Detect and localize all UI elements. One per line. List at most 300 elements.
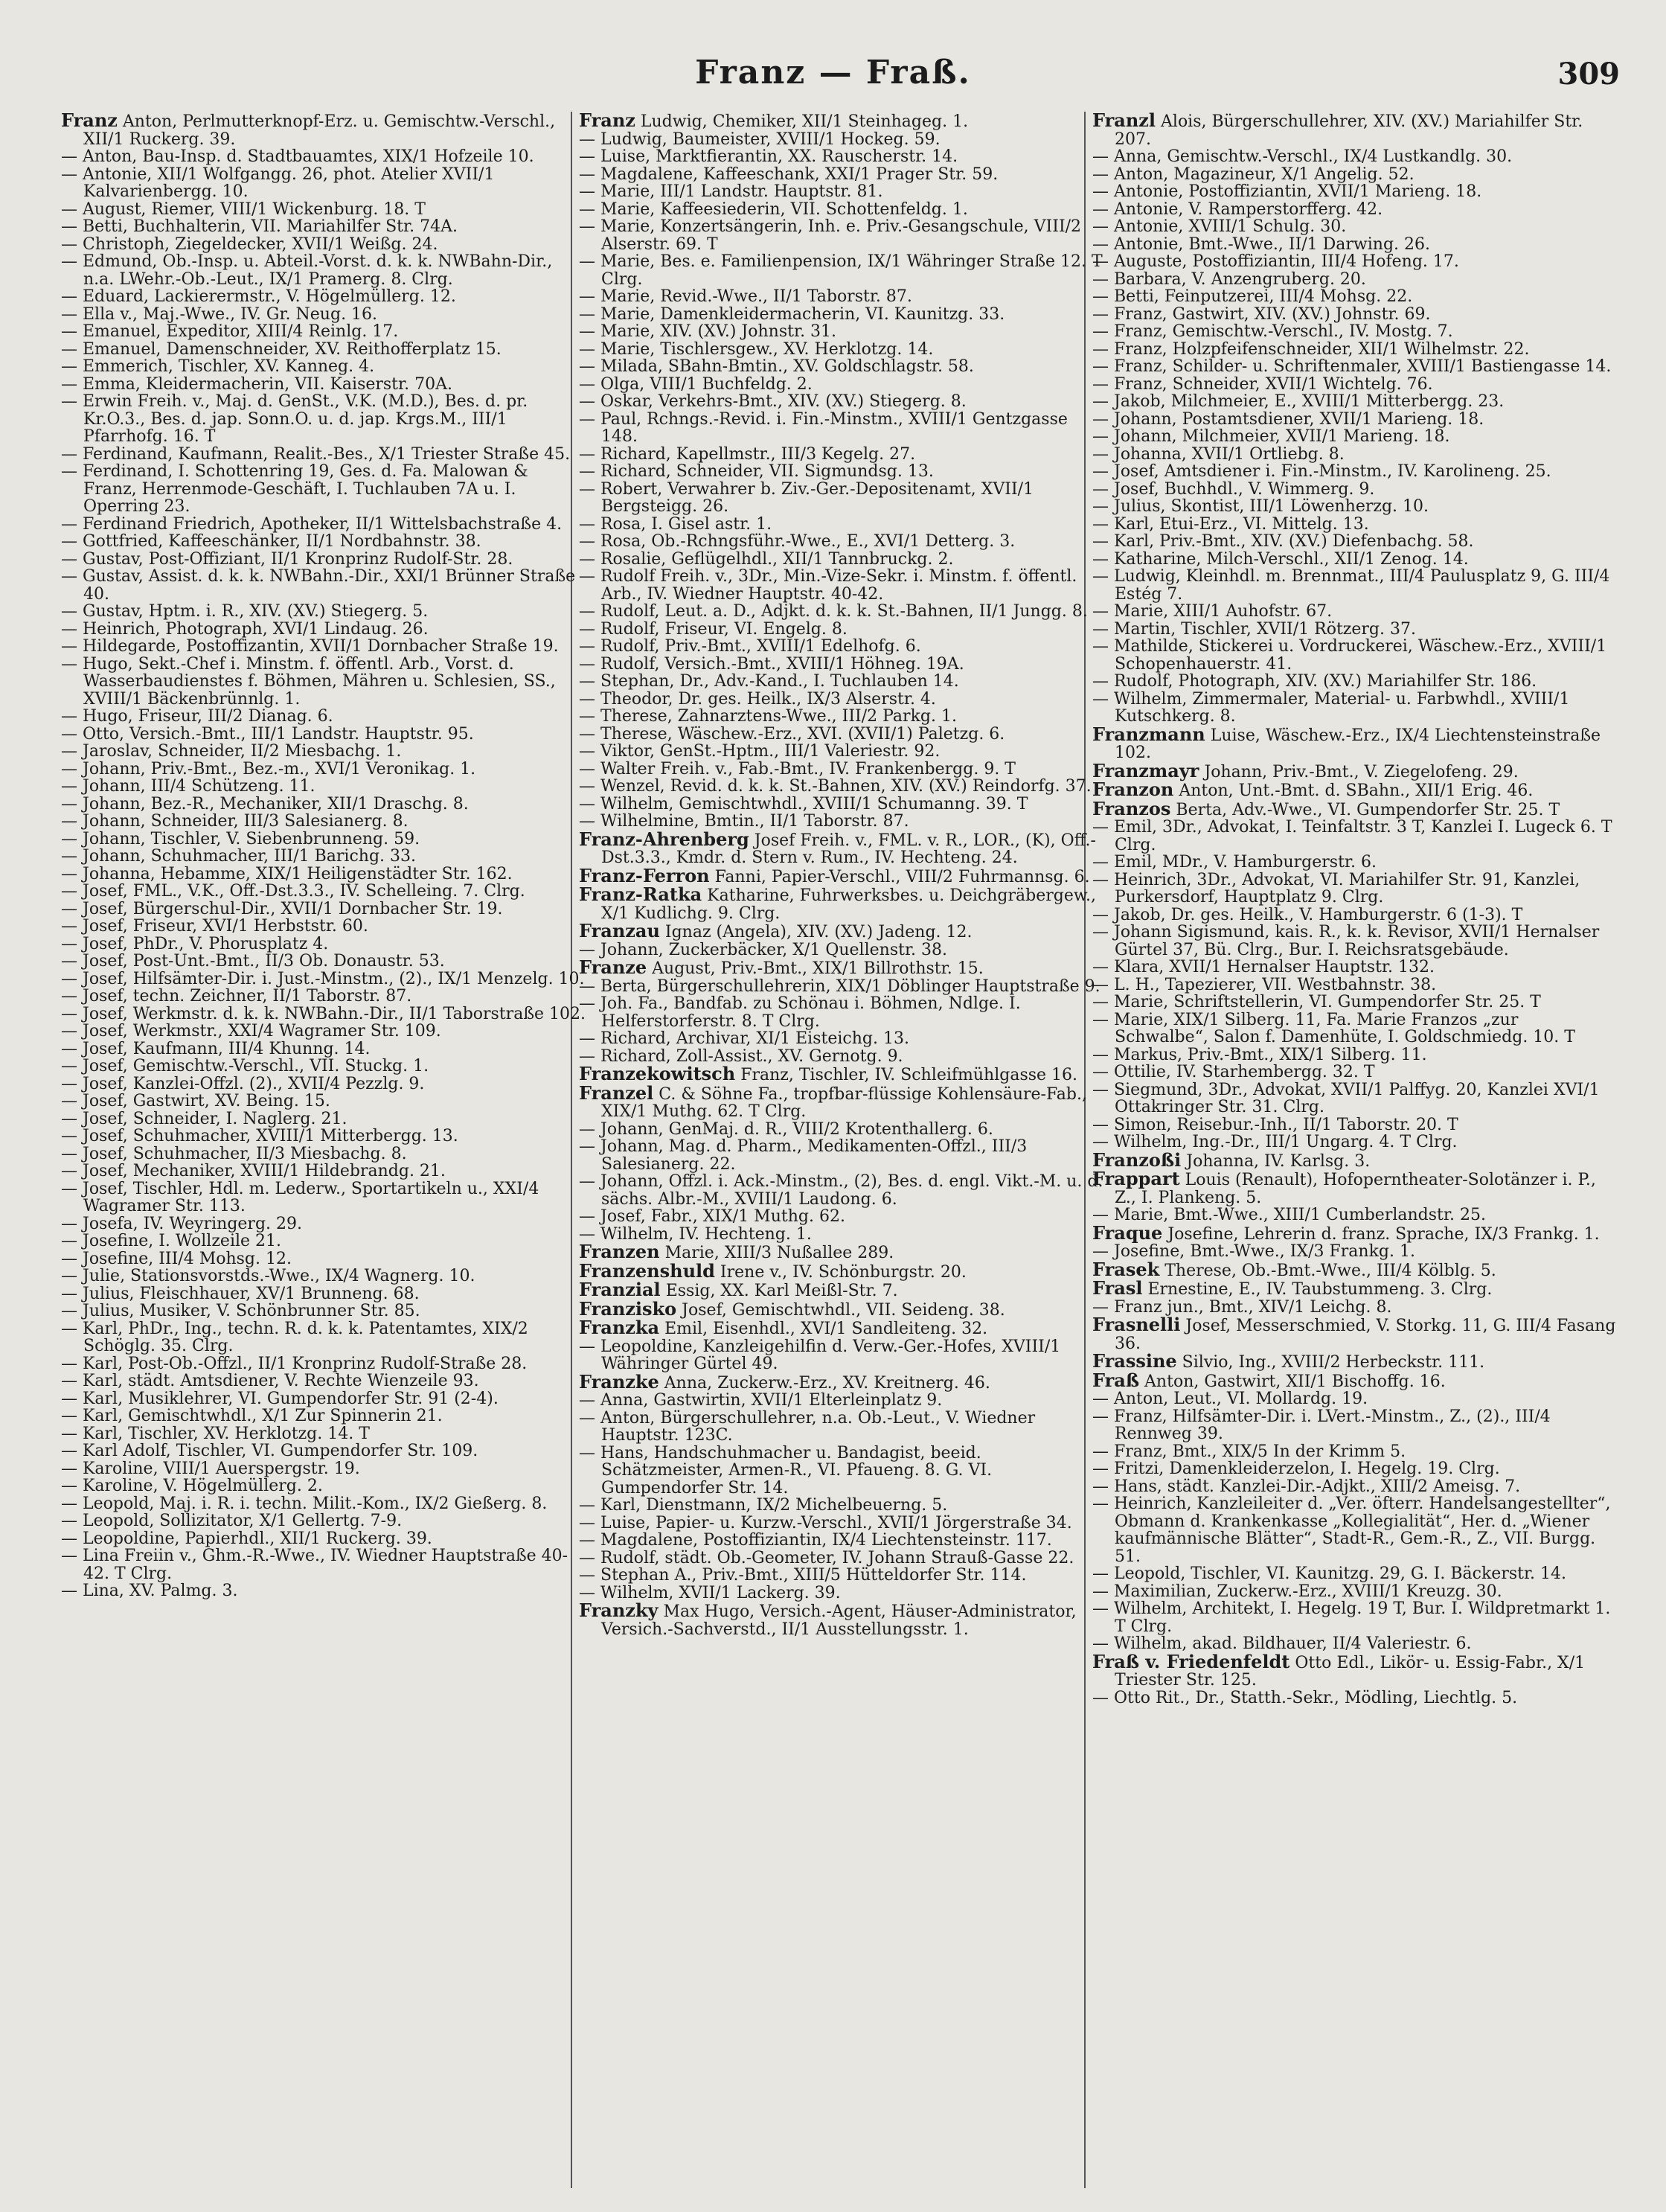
entry-surname: Franz-Ferron	[579, 864, 710, 886]
entry-text: — Marie, Kaffeesiederin, VII. Schottenfeldg. 1.	[579, 199, 968, 219]
directory-entry	[1092, 723, 1617, 762]
directory-entry	[61, 516, 586, 534]
entry-text: — Lina, XV. Palmg. 3.	[61, 1582, 238, 1600]
entry-text: — Josef, Hilfsämter-Dir. i. Just.-Minstm., (2)., IX/1 Menzelg. 10.	[61, 969, 585, 988]
directory-entry	[61, 726, 586, 744]
directory-entry	[1092, 551, 1617, 569]
entry-text: — Leopold, Tischler, VI. Kaunitzg. 29, G. I. Bäckerstr. 14.	[1092, 1564, 1567, 1583]
directory-entry	[61, 971, 586, 988]
entry-surname: Franzka	[579, 1317, 660, 1338]
entry-text: — Johann, Postamtsdiener, XVII/1 Marieng. 18.	[1092, 409, 1484, 429]
directory-entry	[1092, 358, 1617, 376]
directory-entry	[579, 761, 1103, 779]
entry-text: — Wilhelm, akad. Bildhauer, II/4 Valeriestr. 6.	[1092, 1634, 1472, 1653]
entry-text: — Johann, Priv.-Bmt., Bez.-m., XVI/1 Veronikag. 1.	[61, 759, 476, 779]
directory-entry	[1092, 1170, 1617, 1206]
column-1	[61, 112, 586, 2188]
entry-text: — Josef, Amtsdiener i. Fin.-Minstm., IV. Karolineng. 25.	[1092, 462, 1551, 481]
entry-text: — Franz jun., Bmt., XIV/1 Leichg. 8.	[1092, 1297, 1392, 1317]
entry-text: — Antonie, XII/1 Wolfgangg. 26, phot. Atelier XVII/1 Kalvarienbergg. 10.	[61, 164, 495, 201]
directory-entry	[579, 1550, 1103, 1567]
entry-text: — Therese, Wäschew.-Erz., XVI. (XVII/1) Paletzg. 6.	[579, 724, 1005, 744]
directory-entry	[1092, 976, 1617, 994]
entry-text: — Wilhelm, IV. Hechteng. 1.	[579, 1224, 812, 1244]
directory-entry	[1092, 1369, 1617, 1391]
directory-entry	[579, 551, 1103, 569]
directory-entry	[579, 1138, 1103, 1173]
entry-text: — Julius, Musiker, V. Schönbrunner Str. 85.	[61, 1302, 420, 1320]
directory-entry	[1092, 1408, 1617, 1443]
directory-entry	[1092, 446, 1617, 464]
entry-text: — Josef, Tischler, Hdl. m. Lederw., Sportartikeln u., XXI/4 Wagramer Str. 113.	[61, 1179, 539, 1215]
entry-text: Alois, Bürgerschullehrer, XIV. (XV.) Mariahilfer Str. 207.	[1115, 112, 1583, 149]
directory-entry	[579, 376, 1103, 394]
entry-text: — Ferdinand Friedrich, Apotheker, II/1 Wittelsbachstraße 4.	[61, 514, 563, 534]
directory-entry	[579, 131, 1103, 149]
entry-text: Anton, Perlmutterknopf-Erz. u. Gemischtw.-Verschl., XII/1 Ruckerg. 39.	[83, 112, 556, 149]
directory-entry	[579, 1445, 1103, 1497]
entry-text: — Hildegarde, Postoffizantin, XVII/1 Dornbacher Straße 19.	[61, 637, 559, 656]
directory-entry	[1092, 568, 1617, 603]
entry-text: — Josef, Kanzlei-Offzl. (2)., XVII/4 Pezzlg. 9.	[61, 1074, 425, 1093]
directory-entry	[579, 1599, 1103, 1639]
entry-text: — Heinrich, Photograph, XVI/1 Lindaug. 26.	[61, 619, 429, 639]
entry-text: — Emil, 3Dr., Advokat, I. Teinfaltstr. 3 T, Kanzlei I. Lugeck 6. T Clrg.	[1092, 818, 1612, 854]
directory-entry	[1092, 1650, 1617, 1690]
directory-entry	[579, 796, 1103, 813]
directory-entry	[579, 183, 1103, 201]
directory-entry	[579, 1173, 1103, 1208]
directory-entry	[579, 656, 1103, 674]
entry-text: — Johanna, XVII/1 Ortliebg. 8.	[1092, 444, 1345, 464]
entry-text: — Marie, Konzertsängerin, Inh. e. Priv.-Gesangschule, VIII/2 Alserstr. 69. T	[579, 217, 1082, 254]
directory-entry	[1092, 1011, 1617, 1046]
entry-text: — Antonie, Postoffiziantin, XVII/1 Marieng. 18.	[1092, 182, 1482, 201]
entry-text: — Marie, Damenkleidermacherin, VI. Kaunitzg. 33.	[579, 304, 1005, 324]
directory-entry	[1092, 428, 1617, 446]
directory-entry	[61, 1215, 586, 1233]
directory-entry	[579, 673, 1103, 691]
entry-text: — Oskar, Verkehrs-Bmt., XIV. (XV.) Stiegerg. 8.	[579, 392, 967, 411]
entry-text: — Marie, Revid.-Wwe., II/1 Taborstr. 87.	[579, 287, 912, 306]
entry-text: — Barbara, V. Anzengruberg. 20.	[1092, 269, 1366, 289]
directory-entry	[579, 218, 1103, 253]
entry-text: — Luise, Papier- u. Kurzw.-Verschl., XVII/1 Jörgerstraße 34.	[579, 1513, 1072, 1532]
entry-text: — Emma, Kleidermacherin, VII. Kaiserstr. 70A.	[61, 374, 452, 394]
directory-entry	[1092, 112, 1617, 148]
entry-text: — Olga, VIII/1 Buchfeldg. 2.	[579, 374, 813, 394]
directory-entry	[61, 112, 586, 148]
entry-text: — Rudolf, Leut. a. D., Adjkt. d. k. k. St.-Bahnen, II/1 Jungg. 8.	[579, 602, 1088, 621]
entry-text: — Therese, Zahnarztens-Wwe., III/2 Parkg. 1.	[579, 707, 957, 726]
entry-text: — Karl, Post-Ob.-Offzl., II/1 Kronprinz Rudolf-Straße 28.	[61, 1354, 528, 1373]
entry-text: — Gustav, Post-Offiziant, II/1 Kronprinz Rudolf-Str. 28.	[61, 549, 513, 569]
entry-text: — Josef, Friseur, XVI/1 Herbststr. 60.	[61, 917, 368, 936]
entry-text: — Katharine, Milch-Verschl., XII/1 Zenog. 14.	[1092, 549, 1469, 569]
entry-text: — Wilhelmine, Bmtin., II/1 Taborstr. 87.	[579, 812, 909, 831]
entry-text: — Josef, Post-Unt.-Bmt., II/3 Ob. Donaustr. 53.	[61, 952, 445, 971]
directory-entry	[61, 708, 586, 726]
entry-text: — Johann, Mag. d. Pharm., Medikamenten-Offzl., III/3 Salesianerg. 22.	[579, 1137, 1028, 1174]
entry-text: — Ferdinand, I. Schottenring 19, Ges. d. Fa. Malowan & Franz, Herrenmode-Geschäft, I. Tuchlauben 7A u. I. Operring 23.	[61, 462, 528, 516]
directory-entry	[1092, 1316, 1617, 1352]
entry-text: — Magdalene, Postoffiziantin, IX/4 Liechtensteinstr. 117.	[579, 1531, 1052, 1550]
column-3	[1092, 112, 1617, 2188]
entry-text: — Joh. Fa., Bandfab. zu Schönau i. Böhmen, Ndlge. I. Helferstorferstr. 8. T Clrg.	[579, 994, 1021, 1031]
entry-text: — Fritzi, Damenkleiderzelon, I. Hegelg. 19. Clrg.	[1092, 1460, 1500, 1478]
entry-text: — Karl, Dienstmann, IX/2 Michelbeuerng. 5.	[579, 1496, 948, 1515]
entry-text: — Josef, Mechaniker, XVIII/1 Hildebrandg. 21.	[61, 1162, 446, 1180]
directory-entry	[579, 481, 1103, 516]
directory-entry	[1092, 924, 1617, 959]
directory-entry	[579, 883, 1103, 923]
entry-text: — Marie, XIV. (XV.) Johnstr. 31.	[579, 322, 837, 341]
entry-surname: Franzel	[579, 1081, 654, 1104]
directory-entry	[61, 323, 586, 341]
directory-entry	[579, 621, 1103, 639]
entry-text: — Anna, Gastwirtin, XVII/1 Elterleinplatz 9.	[579, 1391, 943, 1410]
page-header	[0, 54, 1666, 106]
directory-entry	[61, 1250, 586, 1268]
entry-text: — Josef, PhDr., V. Phorusplatz 4.	[61, 934, 329, 953]
directory-entry	[61, 1163, 586, 1180]
entry-text: Ludwig, Chemiker, XII/1 Steinhageg. 1.	[640, 112, 969, 131]
entry-text: — Karl, Gemischtwhdl., X/1 Zur Spinnerin 21.	[61, 1407, 443, 1425]
directory-entry	[1092, 797, 1617, 819]
entry-text: — Heinrich, 3Dr., Advokat, VI. Mariahilfer Str. 91, Kanzlei, Purkersdorf, Hauptplatz 9. Clrg.	[1092, 870, 1580, 907]
entry-text: — Karoline, VIII/1 Auerspergstr. 19.	[61, 1459, 360, 1478]
directory-entry	[61, 1477, 586, 1495]
entry-text: — Josef, Fabr., XIX/1 Muthg. 62.	[579, 1207, 845, 1226]
entry-text: — Marie, Tischlersgew., XV. Herklotzg. 14.	[579, 339, 934, 359]
entry-text: — Auguste, Postoffiziantin, III/4 Hofeng. 17.	[1092, 252, 1459, 271]
directory-entry	[61, 1495, 586, 1513]
directory-entry	[61, 1233, 586, 1250]
entry-text: Ignaz (Angela), XIV. (XV.) Jadeng. 12.	[664, 923, 973, 942]
directory-entry	[61, 813, 586, 831]
entry-text: — Rudolf, Priv.-Bmt., XVIII/1 Edelhofg. 6.	[579, 637, 921, 656]
entry-text: — Karl, PhDr., Ing., techn. R. d. k. k. Patentamtes, XIX/2 Schöglg. 35. Clrg.	[61, 1319, 528, 1355]
entry-text: — Marie, Bmt.-Wwe., XIII/1 Cumberlandstr. 25.	[1092, 1206, 1486, 1224]
entry-surname: Fraß	[1092, 1369, 1140, 1391]
entry-text: — Wilhelm, XVII/1 Lackerg. 39.	[579, 1583, 841, 1602]
entry-surname: Franz	[579, 112, 635, 131]
directory-entry	[579, 603, 1103, 621]
entry-surname: Frasek	[1092, 1258, 1160, 1280]
entry-text: — Berta, Bürgerschullehrerin, XIX/1 Döblinger Hauptstraße 9.	[579, 976, 1100, 996]
directory-entry	[61, 883, 586, 901]
directory-entry	[61, 953, 586, 971]
directory-entry	[1092, 1258, 1617, 1280]
entry-text: — Josef, Bürgerschul-Dir., XVII/1 Dornbacher Str. 19.	[61, 899, 503, 918]
entry-text: — Gottfried, Kaffeeschänker, II/1 Nordbahnstr. 38.	[61, 532, 481, 551]
entry-text: — Leopold, Maj. i. R. i. techn. Milit.-Kom., IX/2 Gießerg. 8.	[61, 1494, 548, 1513]
directory-entry	[579, 1497, 1103, 1515]
entry-text: Max Hugo, Versich.-Agent, Häuser-Administrator, Versich.-Sachverstd., II/1 Ausstellungsstr. 1.	[601, 1602, 1077, 1639]
directory-entry	[61, 1512, 586, 1530]
entry-text: Anton, Gastwirt, XII/1 Bischoffg. 16.	[1144, 1372, 1446, 1391]
entry-text: — Rudolf, Versich.-Bmt., XVIII/1 Höhneg. 19A.	[579, 654, 964, 674]
entry-text: — Wilhelm, Gemischtwhdl., XVIII/1 Schumanng. 39. T	[579, 794, 1028, 813]
entry-text: Therese, Ob.-Bmt.-Wwe., III/4 Kölblg. 5.	[1164, 1261, 1496, 1280]
entry-surname: Franzisko	[579, 1297, 677, 1320]
directory-entry	[61, 743, 586, 761]
entry-text: — Emil, MDr., V. Hamburgerstr. 6.	[1092, 853, 1377, 872]
directory-entry	[1092, 1046, 1617, 1064]
directory-entry	[61, 1145, 586, 1163]
directory-entry	[61, 1023, 586, 1041]
entry-surname: Frasnelli	[1092, 1314, 1181, 1335]
directory-entry	[61, 936, 586, 953]
directory-entry	[61, 1075, 586, 1093]
directory-entry	[579, 956, 1103, 978]
directory-entry	[1092, 854, 1617, 872]
entry-surname: Franz-Ahrenberg	[579, 828, 749, 850]
entry-text: — Edmund, Ob.-Insp. u. Abteil.-Vorst. d. k. k. NWBahn-Dir., n.a. LWehr.-Ob.-Leut., IX/1 Pramerg. 8. Clrg.	[61, 252, 553, 289]
directory-entry	[61, 901, 586, 918]
entry-surname: Franzen	[579, 1241, 660, 1262]
entry-text: — Theodor, Dr. ges. Heilk., IX/3 Alserstr. 4.	[579, 689, 936, 709]
entry-text: — Johann, Schneider, III/3 Salesianerg. 8.	[61, 812, 409, 831]
directory-entry	[1092, 411, 1617, 429]
directory-entry	[61, 1460, 586, 1478]
entry-text: — Antonie, V. Ramperstorfferg. 42.	[1092, 199, 1383, 219]
directory-entry	[61, 918, 586, 936]
entry-text: — Martin, Tischler, XVII/1 Rötzerg. 37.	[1092, 619, 1416, 639]
directory-entry	[1092, 201, 1617, 219]
entry-text: — Josef, Buchhdl., V. Wimmerg. 9.	[1092, 479, 1375, 499]
entry-text: Berta, Adv.-Wwe., VI. Gumpendorfer Str. 25. T	[1176, 800, 1560, 819]
entry-text: — Karl, Etui-Erz., VI. Mittelg. 13.	[1092, 514, 1369, 534]
directory-entry	[1092, 1279, 1617, 1299]
directory-entry	[1092, 166, 1617, 184]
entry-text: — Magdalene, Kaffeeschank, XXI/1 Prager Str. 59.	[579, 164, 999, 184]
directory-entry	[579, 323, 1103, 341]
entry-text: — Josef, Werkmstr., XXI/4 Wagramer Str. 109.	[61, 1022, 441, 1041]
entry-text: — Emanuel, Damenschneider, XV. Reithofferplatz 15.	[61, 339, 502, 359]
entry-text: — Leopoldine, Papierhdl., XII/1 Ruckerg. 39.	[61, 1529, 432, 1548]
entry-text: — Josef, Werkmstr. d. k. k. NWBahn.-Dir., II/1 Taborstraße 102.	[61, 1004, 586, 1023]
directory-entry	[61, 603, 586, 621]
entry-text: — Eduard, Lackierermstr., V. Högelmüllerg. 12.	[61, 287, 456, 306]
entry-text: — Mathilde, Stickerei u. Vordruckerei, Wäschew.-Erz., XVIII/1 Schopenhauerstr. 41.	[1092, 637, 1607, 674]
entry-text: — Hugo, Friseur, III/2 Dianag. 6.	[61, 707, 333, 726]
directory-entry	[61, 376, 586, 394]
directory-entry	[61, 1547, 586, 1582]
entry-text: — Otto Rit., Dr., Statth.-Sekr., Mödling, Liechtlg. 5.	[1092, 1688, 1518, 1707]
entry-text: — Rudolf Freih. v., 3Dr., Min.-Vize-Sekr. i. Minstm. f. öffentl. Arb., IV. Wiedner Hauptstr. 40-42.	[579, 567, 1077, 604]
entry-text: — Paul, Rchngs.-Revid. i. Fin.-Minstm., XVIII/1 Gentzgasse 148.	[579, 409, 1068, 446]
entry-text: Josefine, Lehrerin d. franz. Sprache, IX/3 Frankg. 1.	[1167, 1224, 1600, 1244]
directory-entry	[579, 995, 1103, 1030]
directory-entry	[1092, 872, 1617, 907]
entry-text: Josef, Gemischtwhdl., VII. Seideng. 38.	[682, 1300, 1005, 1320]
entry-text: — Josef, Gastwirt, XV. Being. 15.	[61, 1092, 330, 1110]
entry-text: Irene v., IV. Schönburgstr. 20.	[720, 1262, 967, 1282]
directory-entry	[61, 288, 586, 306]
entry-text: — Marie, Schriftstellerin, VI. Gumpendorfer Str. 25. T	[1092, 993, 1541, 1011]
entry-text: — Lina Freiin v., Ghm.-R.-Wwe., IV. Wiedner Hauptstraße 40-42. T Clrg.	[61, 1547, 568, 1583]
directory-entry	[61, 988, 586, 1006]
entry-text: C. & Söhne Fa., tropfbar-flüssige Kohlensäure-Fab., XIX/1 Muthg. 62. T Clrg.	[601, 1084, 1087, 1121]
directory-entry	[1092, 306, 1617, 324]
directory-entry	[579, 148, 1103, 166]
directory-entry	[1092, 1081, 1617, 1116]
entry-text: — Jakob, Milchmeier, E., XVIII/1 Mitterbergg. 23.	[1092, 392, 1505, 411]
entry-text: — Johann, Zuckerbäcker, X/1 Quellenstr. 38.	[579, 940, 948, 959]
directory-entry	[1092, 323, 1617, 341]
directory-entry	[579, 516, 1103, 534]
entry-text: — Rosa, I. Gisel astr. 1.	[579, 514, 772, 534]
directory-entry	[579, 708, 1103, 726]
entry-text: Louis (Renault), Hofoperntheater-Solotänzer i. P., Z., I. Plankeng. 5.	[1115, 1171, 1596, 1207]
directory-entry	[579, 922, 1103, 942]
directory-entry	[1092, 1064, 1617, 1081]
entry-text: — Ella v., Maj.-Wwe., IV. Gr. Neug. 16.	[61, 304, 378, 324]
entry-surname: Franz	[61, 112, 118, 131]
entry-text: — Josef, techn. Zeichner, II/1 Taborstr. 87.	[61, 987, 412, 1006]
entry-text: — Karl, Tischler, XV. Herklotzg. 14. T	[61, 1424, 370, 1443]
entry-text: — Karl Adolf, Tischler, VI. Gumpendorfer Str. 109.	[61, 1442, 478, 1460]
directory-entry	[61, 533, 586, 551]
directory-entry	[1092, 907, 1617, 924]
entry-text: — Hans, städt. Kanzlei-Dir.-Adjkt., XIII/2 Ameisg. 7.	[1092, 1477, 1521, 1496]
entry-text: — Marie, XIX/1 Silberg. 11, Fa. Marie Franzos „zur Schwalbe“, Salon f. Damenhüte, I. Goldschmiedg. 10. T	[1092, 1010, 1575, 1046]
directory-entry	[61, 778, 586, 796]
directory-entry	[1092, 1600, 1617, 1635]
directory-entry	[61, 1128, 586, 1145]
directory-entry	[579, 1065, 1103, 1084]
entry-text: — Franz, Gemischtw.-Verschl., IV. Mostg. 7.	[1092, 322, 1453, 341]
entry-text: — Franz, Holzpfeifenschneider, XII/1 Wilhelmstr. 22.	[1092, 339, 1530, 359]
entry-text: — Franz, Schilder- u. Schriftenmaler, XVIII/1 Bastiengasse 14.	[1092, 357, 1612, 376]
entry-surname: Franzoßi	[1092, 1148, 1182, 1171]
directory-entry	[579, 1532, 1103, 1550]
entry-text: Silvio, Ing., XVIII/2 Herbeckstr. 111.	[1182, 1353, 1485, 1372]
entry-surname: Franz-Ratka	[579, 883, 702, 905]
entry-text: — Hans, Handschuhmacher u. Bandagist, beeid. Schätzmeister, Armen-R., VI. Pfaueng. 8. G. VI. Gumpendorfer Str. 14.	[579, 1443, 993, 1497]
directory-entry	[579, 393, 1103, 411]
directory-entry	[579, 638, 1103, 656]
entry-text: — Johann, Tischler, V. Siebenbrunneng. 59.	[61, 829, 420, 848]
directory-entry	[579, 1081, 1103, 1121]
entry-surname: Franzial	[579, 1279, 661, 1300]
directory-entry	[1092, 603, 1617, 621]
directory-entry	[579, 1319, 1103, 1338]
entry-text: — Milada, SBahn-Bmtin., XV. Goldschlagstr. 58.	[579, 357, 974, 376]
directory-entry	[1092, 1690, 1617, 1707]
entry-text: Emil, Eisenhdl., XVI/1 Sandleiteng. 32.	[664, 1320, 988, 1338]
directory-entry	[1092, 498, 1617, 516]
entry-text: — Stephan, Dr., Adv.-Kand., I. Tuchlauben 14.	[579, 672, 959, 691]
column-2	[579, 112, 1103, 2188]
directory-entry	[1092, 481, 1617, 499]
entry-surname: Franzekowitsch	[579, 1063, 736, 1084]
entry-text: Essig, XX. Karl Meißl-Str. 7.	[665, 1282, 898, 1300]
entry-text: — L. H., Tapezierer, VII. Westbahnstr. 38.	[1092, 975, 1437, 994]
directory-entry	[61, 761, 586, 779]
directory-entry	[61, 638, 586, 656]
directory-entry	[579, 166, 1103, 184]
entry-text: — Christoph, Ziegeldecker, XVII/1 Weißg. 24.	[61, 234, 438, 254]
entry-text: — Jaroslav, Schneider, II/2 Miesbachg. 1.	[61, 742, 402, 761]
entry-text: — Johanna, Hebamme, XIX/1 Heiligenstädter Str. 162.	[61, 864, 513, 883]
directory-entry	[579, 828, 1103, 867]
directory-entry	[61, 148, 586, 166]
directory-entry	[61, 1372, 586, 1390]
entry-text: — Rudolf, städt. Ob.-Geometer, IV. Johann Strauß-Gasse 22.	[579, 1548, 1074, 1567]
directory-entry	[61, 848, 586, 866]
entry-text: — Karl, Musiklehrer, VI. Gumpendorfer Str. 91 (2-4).	[61, 1389, 499, 1408]
directory-entry	[1092, 959, 1617, 976]
entry-surname: Franzl	[1092, 112, 1156, 131]
directory-entry	[61, 1110, 586, 1128]
entry-text: — Heinrich, Kanzleileiter d. „Ver. öfterr. Handelsangestellter“, Obmann d. Krankenkasse „Kollegialität“, Her. d. „Wiener kaufmännische Blätter“, Stadt-R., Gem.-R., Z., VII. Burgg. 51.	[1092, 1495, 1611, 1566]
directory-entry	[61, 1058, 586, 1075]
entry-text: — Karl, städt. Amtsdiener, V. Rechte Wienzeile 93.	[61, 1372, 479, 1390]
entry-text: — Leopoldine, Kanzleigehilfin d. Verw.-Ger.-Hofes, XVIII/1 Währinger Gürtel 49.	[579, 1337, 1061, 1373]
entry-text: — Rudolf, Photograph, XIV. (XV.) Mariahilfer Str. 186.	[1092, 672, 1537, 691]
entry-text: — Anton, Bürgerschullehrer, n.a. Ob.-Leut., V. Wiedner Hauptstr. 123C.	[579, 1408, 1036, 1445]
directory-entry	[1092, 393, 1617, 411]
entry-text: — Jakob, Dr. ges. Heilk., V. Hamburgerstr. 6 (1-3). T	[1092, 905, 1523, 924]
directory-entry	[61, 358, 586, 376]
entry-text: — Viktor, GenSt.-Hptm., III/1 Valeriestr. 92.	[579, 742, 941, 761]
directory-entry	[579, 533, 1103, 551]
entry-surname: Fraß v. Friedenfeldt	[1092, 1650, 1290, 1672]
directory-entry	[61, 1355, 586, 1373]
directory-entry	[1092, 638, 1617, 673]
entry-text: — Josefine, III/4 Mohsg. 12.	[61, 1249, 292, 1268]
entry-surname: Frappart	[1092, 1168, 1180, 1189]
entry-text: — Josef, Kaufmann, III/4 Khunng. 14.	[61, 1039, 371, 1058]
entry-surname: Franzmayr	[1092, 759, 1199, 781]
directory-entry	[61, 621, 586, 639]
directory-entry	[1092, 148, 1617, 166]
directory-entry	[61, 1006, 586, 1023]
directory-entry	[1092, 1390, 1617, 1408]
directory-entry	[579, 1121, 1103, 1139]
directory-entry	[579, 112, 1103, 131]
directory-entry	[579, 1515, 1103, 1532]
entry-text: — Johann, Milchmeier, XVII/1 Marieng. 18.	[1092, 427, 1450, 446]
directory-entry	[61, 218, 586, 236]
entry-text: Otto Edl., Likör- u. Essig-Fabr., X/1 Triester Str. 125.	[1115, 1653, 1586, 1690]
entry-surname: Fraque	[1092, 1221, 1163, 1244]
directory-entry	[1092, 781, 1617, 800]
entry-text: Fanni, Papier-Verschl., VIII/2 Fuhrmannsg. 6.	[714, 867, 1090, 886]
entry-text: — Marie, III/1 Landstr. Hauptstr. 81.	[579, 182, 883, 201]
directory-entry	[1092, 1495, 1617, 1565]
entry-text: — Antonie, XVIII/1 Schulg. 30.	[1092, 217, 1347, 236]
entry-text: — Franz, Schneider, XVII/1 Wichtelg. 76.	[1092, 374, 1433, 394]
directory-entry	[579, 306, 1103, 324]
directory-entry	[1092, 463, 1617, 481]
entry-text: — Hugo, Sekt.-Chef i. Minstm. f. öffentl. Arb., Vorst. d. Wasserbaudienstes f. Böhmen, Mähren u. Schlesien, SS., XVIII/1 Bäckenbrünnlg. 1.	[61, 654, 556, 709]
entry-surname: Franzky	[579, 1599, 659, 1621]
entry-surname: Franze	[579, 956, 647, 978]
entry-text: — Johann, III/4 Schützeng. 11.	[61, 777, 315, 796]
directory-entry	[1092, 376, 1617, 394]
directory-entry	[1092, 1478, 1617, 1496]
entry-text: — Emanuel, Expeditor, XIII/4 Reinlg. 17.	[61, 322, 399, 341]
entry-text: — Rosalie, Geflügelhdl., XII/1 Tannbruckg. 2.	[579, 549, 954, 569]
entry-text: — Julius, Skontist, III/1 Löwenherzg. 10.	[1092, 497, 1429, 516]
directory-entry	[579, 463, 1103, 481]
directory-entry	[61, 796, 586, 813]
entry-text: Josef, Messerschmied, V. Storkg. 11, G. III/4 Fasang 36.	[1115, 1317, 1616, 1353]
directory-entry	[61, 1390, 586, 1408]
